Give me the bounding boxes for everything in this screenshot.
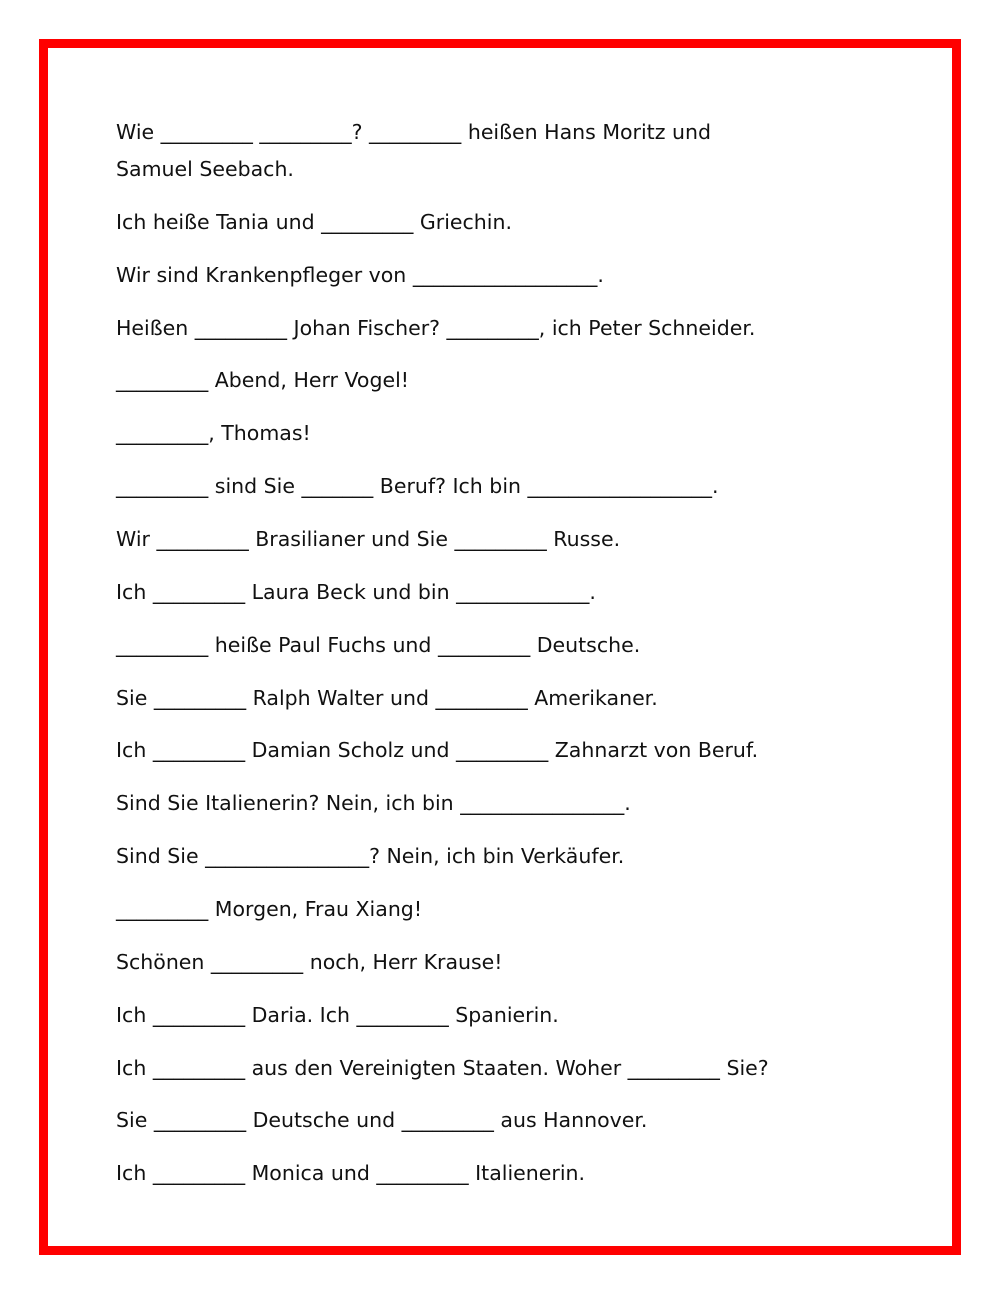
exercise-line-11: Sie _________ Ralph Walter und _________ Amerikaner. [116,686,658,710]
exercise-line-9: Ich _________ Laura Beck und bin _____________. [116,580,596,604]
exercise-line-10: _________ heiße Paul Fuchs und _________ Deutsche. [116,633,641,657]
exercise-line-3: Wir sind Krankenpfleger von __________________. [116,263,604,287]
exercise-line-14: Sind Sie ________________? Nein, ich bin Verkäufer. [116,844,625,868]
exercise-line-2: Ich heiße Tania und _________ Griechin. [116,210,512,234]
exercise-line-12: Ich _________ Damian Scholz und _________ Zahnarzt von Beruf. [116,738,759,762]
exercise-line-16: Schönen _________ noch, Herr Krause! [116,950,503,974]
exercise-line-8: Wir _________ Brasilianer und Sie _________ Russe. [116,527,621,551]
exercise-line-1: Wie _________ _________? _________ heißen Hans Moritz und [116,120,711,144]
exercise-line-13: Sind Sie Italienerin? Nein, ich bin ________________. [116,791,631,815]
exercise-line-20: Ich _________ Monica und _________ Italienerin. [116,1161,586,1185]
exercise-line-19: Sie _________ Deutsche und _________ aus Hannover. [116,1108,648,1132]
exercise-line-4: Heißen _________ Johan Fischer? _________, ich Peter Schneider. [116,316,756,340]
exercise-line-5: _________ Abend, Herr Vogel! [116,368,410,392]
exercise-line-7: _________ sind Sie _______ Beruf? Ich bin __________________. [116,474,719,498]
exercise-line-17: Ich _________ Daria. Ich _________ Spanierin. [116,1003,559,1027]
exercise-line-6: _________, Thomas! [116,421,311,445]
exercise-line-1-continued: Samuel Seebach. [116,157,294,181]
exercise-line-18: Ich _________ aus den Vereinigten Staaten. Woher _________ Sie? [116,1056,769,1080]
exercise-line-15: _________ Morgen, Frau Xiang! [116,897,423,921]
